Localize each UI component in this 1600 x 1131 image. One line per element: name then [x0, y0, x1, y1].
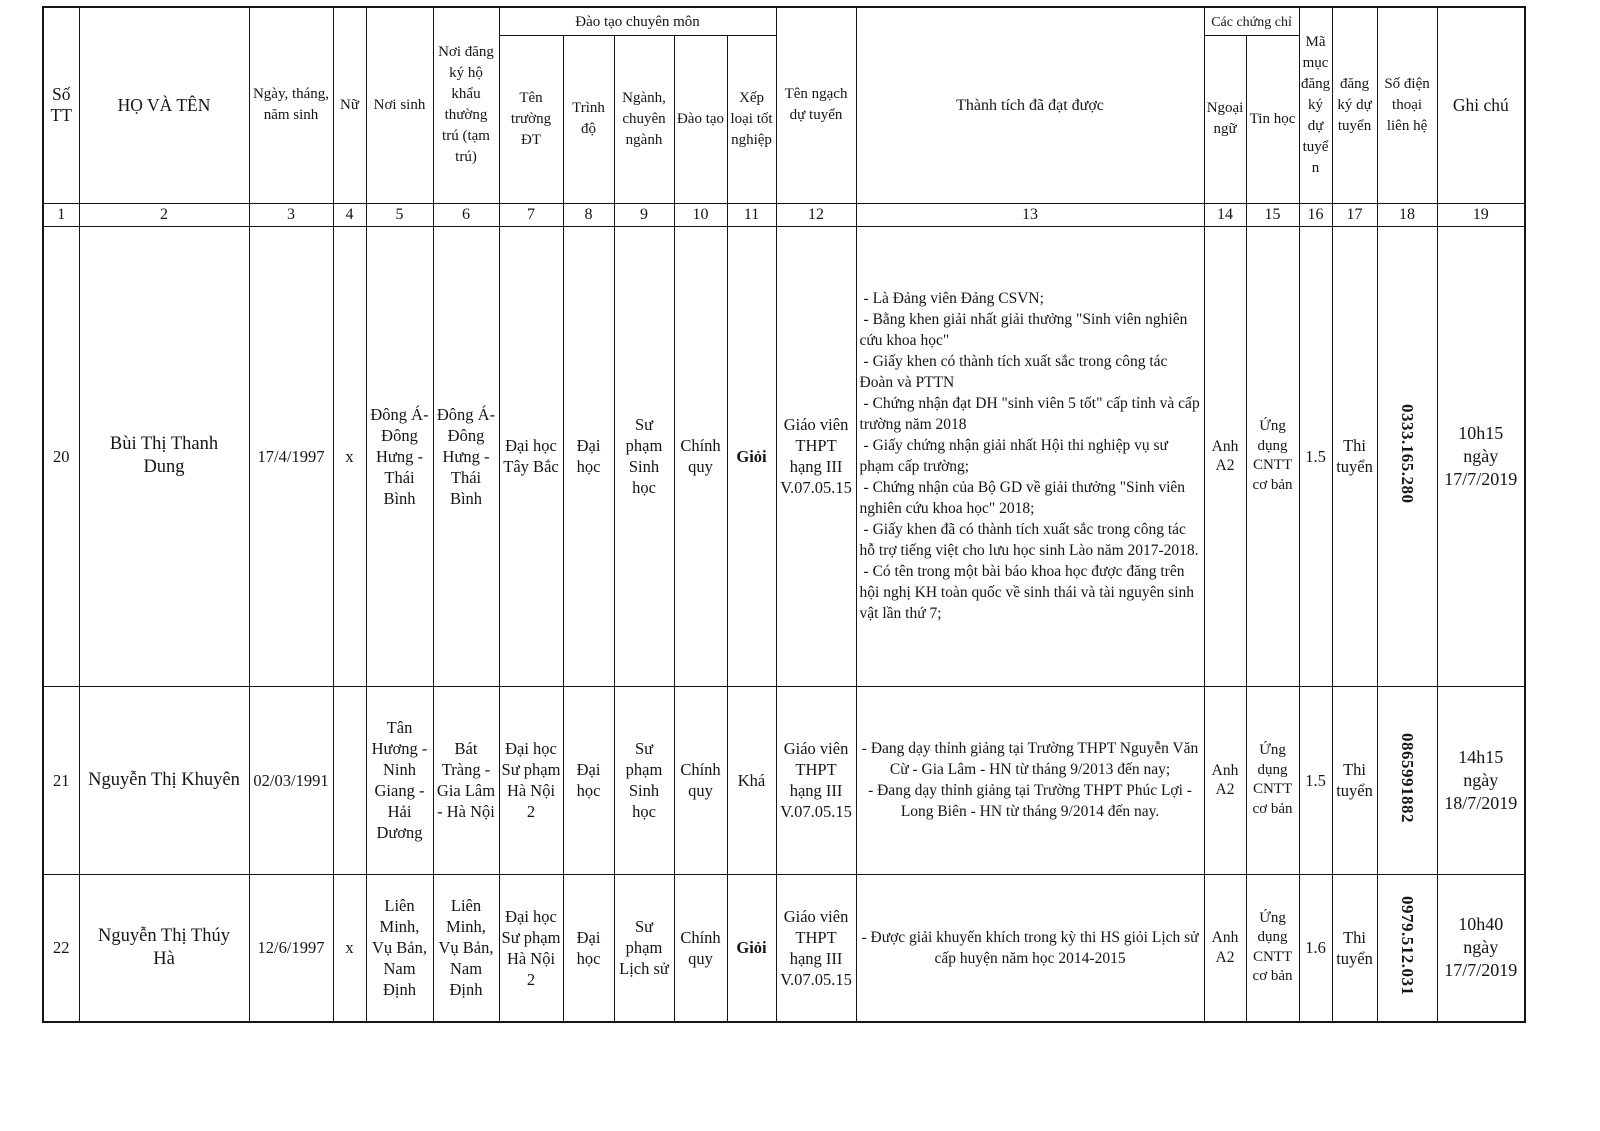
school-cell: Đại học Tây Bắc [499, 226, 563, 686]
dob-cell: 17/4/1997 [249, 226, 333, 686]
grade-cell: Giỏi [727, 874, 776, 1022]
column-number: 11 [727, 203, 776, 226]
header-grade: Xếp loại tốt nghiệp [727, 35, 776, 203]
name-cell [79, 686, 249, 874]
header-achievements: Thành tích đã đạt được [856, 7, 1204, 203]
achievements-cell [856, 686, 1204, 874]
major-cell: Sư phạm Sinh học [614, 686, 674, 874]
name-cell [79, 226, 249, 686]
phone-number: 0979.512.031 [1398, 895, 1418, 995]
phone-cell [1377, 874, 1437, 1022]
candidate-name: Nguyễn Thị Khuyên [88, 769, 240, 790]
level-cell: Đại học [563, 226, 614, 686]
note-cell: 10h40 ngày 17/7/2019 [1437, 874, 1525, 1022]
column-number: 19 [1437, 203, 1525, 226]
achievement-item: - Đang dạy thỉnh giảng tại Trường THPT Phúc Lợi - Long Biên - HN từ tháng 9/2014 đến nay. [868, 782, 1192, 820]
column-number: 5 [366, 203, 433, 226]
mode-cell: Chính quy [674, 226, 727, 686]
header-dob: Ngày, tháng, năm sinh [249, 7, 333, 203]
achievement-item: - Giấy chứng nhận giải nhất Hội thi nghiệp vụ sư phạm cấp trường; [859, 437, 1168, 475]
candidate-name: Nguyễn Thị Thúy Hà [98, 925, 230, 969]
table-row [43, 226, 1525, 686]
column-number: 2 [79, 203, 249, 226]
it-cell: Ứng dụng CNTT cơ bản [1246, 874, 1299, 1022]
header-major: Ngành, chuyên ngành [614, 35, 674, 203]
it-cell: Ứng dụng CNTT cơ bản [1246, 686, 1299, 874]
header-registration: đăng ký dự tuyển [1332, 7, 1377, 203]
column-number: 13 [856, 203, 1204, 226]
column-number: 6 [433, 203, 499, 226]
header-name: HỌ VÀ TÊN [79, 7, 249, 203]
header-foreign-language: Ngoại ngữ [1204, 35, 1246, 203]
achievements-cell [856, 874, 1204, 1022]
achievement-item: - Giấy khen có thành tích xuất sắc trong công tác Đoàn và PTTN [859, 353, 1168, 391]
achievements-cell [856, 226, 1204, 686]
column-number: 3 [249, 203, 333, 226]
column-number: 15 [1246, 203, 1299, 226]
foreign-language-cell: Anh A2 [1204, 226, 1246, 686]
table-row [43, 874, 1525, 1022]
note-cell: 10h15 ngày 17/7/2019 [1437, 226, 1525, 686]
stt-cell: 22 [43, 874, 79, 1022]
achievement-item: - Giấy khen đã có thành tích xuất sắc trong công tác hỗ trợ tiếng việt cho lưu học sinh Lào năm 2017-2018. [859, 521, 1199, 559]
stt-cell: 20 [43, 226, 79, 686]
column-number: 4 [333, 203, 366, 226]
female-cell [333, 686, 366, 874]
column-number-row [43, 203, 1525, 226]
phone-number: 0333.165.280 [1398, 403, 1418, 504]
name-cell [79, 874, 249, 1022]
foreign-language-cell: Anh A2 [1204, 686, 1246, 874]
stt-cell: 21 [43, 686, 79, 874]
column-number: 17 [1332, 203, 1377, 226]
code-cell: 1.6 [1299, 874, 1332, 1022]
school-cell: Đại học Sư phạm Hà Nội 2 [499, 874, 563, 1022]
achievement-item: - Chứng nhận đạt DH "sinh viên 5 tốt" cấp tỉnh và cấp trường năm 2018 [859, 395, 1200, 433]
dob-cell: 02/03/1991 [249, 686, 333, 874]
registration-cell: Thi tuyển [1332, 874, 1377, 1022]
header-female: Nữ [333, 7, 366, 203]
column-number: 16 [1299, 203, 1332, 226]
header-row-top [43, 7, 1525, 35]
phone-number: 0865991882 [1398, 732, 1418, 823]
phone-cell [1377, 226, 1437, 686]
note-cell: 14h15 ngày 18/7/2019 [1437, 686, 1525, 874]
birthplace-cell: Đông Á- Đông Hưng - Thái Bình [366, 226, 433, 686]
registration-cell: Thi tuyển [1332, 686, 1377, 874]
header-note: Ghi chú [1437, 7, 1525, 203]
column-number: 9 [614, 203, 674, 226]
column-number: 10 [674, 203, 727, 226]
code-cell: 1.5 [1299, 686, 1332, 874]
birthplace-cell: Liên Minh, Vụ Bản, Nam Định [366, 874, 433, 1022]
rank-cell: Giáo viên THPT hạng III V.07.05.15 [776, 874, 856, 1022]
foreign-language-cell: Anh A2 [1204, 874, 1246, 1022]
registration-cell: Thi tuyển [1332, 226, 1377, 686]
code-cell: 1.5 [1299, 226, 1332, 686]
column-number: 7 [499, 203, 563, 226]
major-cell: Sư phạm Sinh học [614, 226, 674, 686]
table-row [43, 686, 1525, 874]
residence-cell: Đông Á- Đông Hưng - Thái Bình [433, 226, 499, 686]
grade-cell: Giỏi [727, 226, 776, 686]
header-mode: Đào tạo [674, 35, 727, 203]
mode-cell: Chính quy [674, 874, 727, 1022]
header-level: Trình độ [563, 35, 614, 203]
school-cell: Đại học Sư phạm Hà Nội 2 [499, 686, 563, 874]
header-group-training: Đào tạo chuyên môn [499, 7, 776, 35]
candidate-name: Bùi Thị Thanh Dung [109, 434, 219, 477]
achievement-item: - Là Đảng viên Đảng CSVN; [863, 290, 1044, 307]
achievement-item: - Chứng nhận của Bộ GD về giải thưởng "Sinh viên nghiên cứu khoa học" 2018; [859, 479, 1186, 517]
dob-cell: 12/6/1997 [249, 874, 333, 1022]
mode-cell: Chính quy [674, 686, 727, 874]
achievement-item: - Có tên trong một bài báo khoa học được đăng trên hội nghị KH toàn quốc về sinh thái và tài nguyên sinh vật lần thứ 7; [859, 563, 1195, 622]
header-birthplace: Nơi sinh [366, 7, 433, 203]
rank-cell: Giáo viên THPT hạng III V.07.05.15 [776, 226, 856, 686]
it-cell: Ứng dụng CNTT cơ bản [1246, 226, 1299, 686]
female-cell: x [333, 226, 366, 686]
header-phone: Số điện thoại liên hệ [1377, 7, 1437, 203]
major-cell: Sư phạm Lịch sử [614, 874, 674, 1022]
header-it: Tin học [1246, 35, 1299, 203]
header-school: Tên trường ĐT [499, 35, 563, 203]
header-rank: Tên ngạch dự tuyển [776, 7, 856, 203]
phone-cell [1377, 686, 1437, 874]
residence-cell: Bát Tràng - Gia Lâm - Hà Nội [433, 686, 499, 874]
column-number: 18 [1377, 203, 1437, 226]
level-cell: Đại học [563, 874, 614, 1022]
header-stt: Số TT [43, 7, 79, 203]
candidate-table [42, 6, 1526, 1023]
grade-cell: Khá [727, 686, 776, 874]
header-code: Mã mục đăng ký dự tuyển [1299, 7, 1332, 203]
rank-cell: Giáo viên THPT hạng III V.07.05.15 [776, 686, 856, 874]
column-number: 1 [43, 203, 79, 226]
residence-cell: Liên Minh, Vụ Bản, Nam Định [433, 874, 499, 1022]
birthplace-cell: Tân Hương - Ninh Giang - Hải Dương [366, 686, 433, 874]
header-group-certificates: Các chứng chỉ [1204, 7, 1299, 35]
achievement-item: - Đang dạy thỉnh giảng tại Trường THPT Nguyễn Văn Cừ - Gia Lâm - HN từ tháng 9/2013 đến nay; [861, 740, 1199, 778]
column-number: 8 [563, 203, 614, 226]
level-cell: Đại học [563, 686, 614, 874]
header-residence: Nơi đăng ký hộ khẩu thường trú (tạm trú) [433, 7, 499, 203]
female-cell: x [333, 874, 366, 1022]
column-number: 12 [776, 203, 856, 226]
column-number: 14 [1204, 203, 1246, 226]
achievement-item: - Được giải khuyến khích trong kỳ thi HS giỏi Lịch sử cấp huyện năm học 2014-2015 [861, 928, 1199, 967]
achievement-item: - Bằng khen giải nhất giải thưởng "Sinh viên nghiên cứu khoa học" [859, 311, 1188, 349]
